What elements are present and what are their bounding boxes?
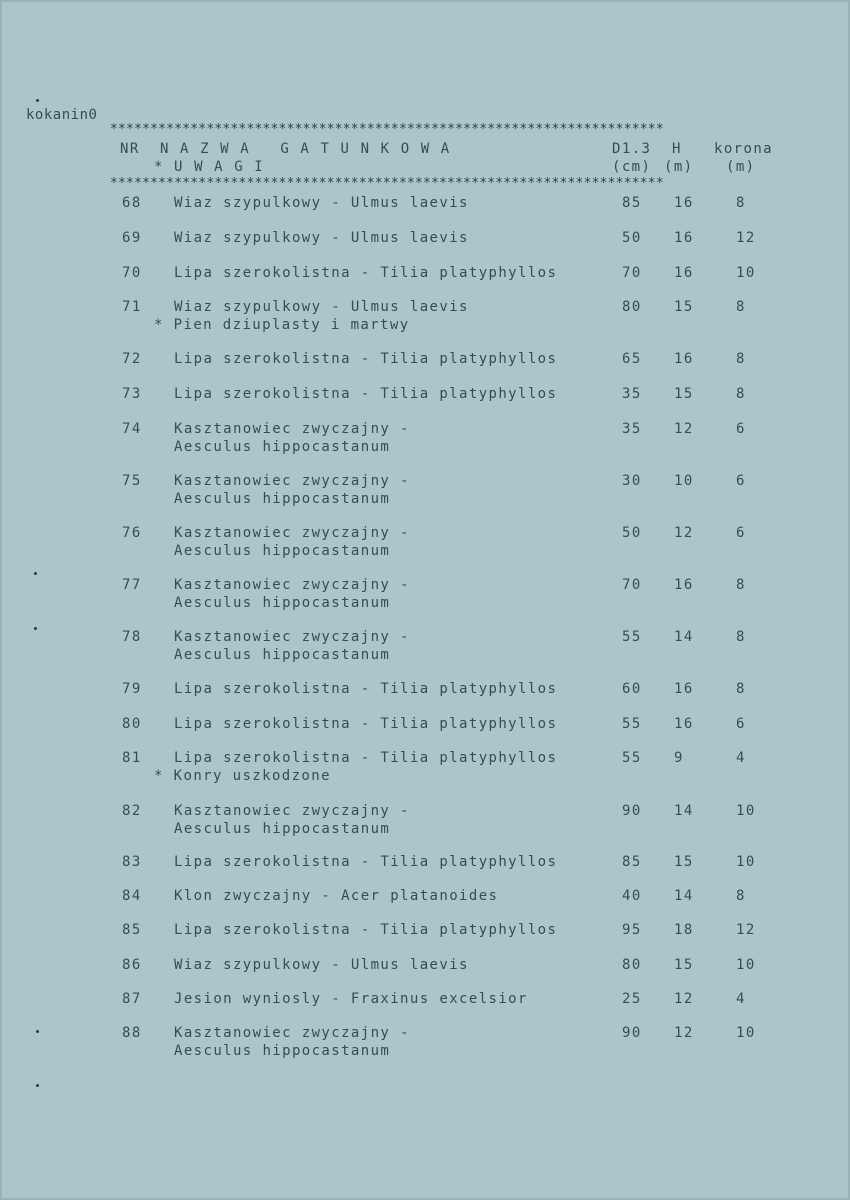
crown-value: 8 bbox=[736, 351, 746, 367]
scan-speck bbox=[34, 627, 37, 630]
height-value: 16 bbox=[674, 265, 694, 281]
dbh-value: 55 bbox=[622, 716, 642, 732]
row-number: 71 bbox=[122, 299, 142, 315]
crown-value: 10 bbox=[736, 1025, 756, 1041]
header-star-divider: ********************************************************************* bbox=[110, 176, 664, 191]
crown-value: 10 bbox=[736, 265, 756, 281]
species-name-line: Kasztanowiec zwyczajny - bbox=[174, 421, 410, 437]
row-number: 81 bbox=[122, 750, 142, 766]
height-value: 15 bbox=[674, 957, 694, 973]
dbh-value: 50 bbox=[622, 525, 642, 541]
dbh-value: 55 bbox=[622, 629, 642, 645]
species-name-line: Kasztanowiec zwyczajny - bbox=[174, 1025, 410, 1041]
dbh-value: 55 bbox=[622, 750, 642, 766]
row-number: 80 bbox=[122, 716, 142, 732]
crown-value: 4 bbox=[736, 991, 746, 1007]
height-value: 15 bbox=[674, 854, 694, 870]
row-number: 75 bbox=[122, 473, 142, 489]
header-nr: NR bbox=[120, 141, 140, 157]
row-number: 73 bbox=[122, 386, 142, 402]
species-name-line: Lipa szerokolistna - Tilia platyphyllos bbox=[174, 716, 558, 732]
species-name-line: Lipa szerokolistna - Tilia platyphyllos bbox=[174, 922, 558, 938]
dbh-value: 90 bbox=[622, 1025, 642, 1041]
height-value: 14 bbox=[674, 803, 694, 819]
species-name-line: Kasztanowiec zwyczajny - bbox=[174, 473, 410, 489]
scan-speck bbox=[36, 1084, 39, 1087]
document-title: kokanin0 bbox=[26, 107, 98, 123]
header-remarks: * U W A G I bbox=[154, 159, 265, 175]
species-name-line: Wiaz szypulkowy - Ulmus laevis bbox=[174, 957, 469, 973]
height-value: 16 bbox=[674, 351, 694, 367]
header-height: H bbox=[672, 141, 682, 157]
species-name-line: Lipa szerokolistna - Tilia platyphyllos bbox=[174, 386, 558, 402]
row-number: 84 bbox=[122, 888, 142, 904]
dbh-value: 85 bbox=[622, 195, 642, 211]
row-number: 70 bbox=[122, 265, 142, 281]
height-value: 16 bbox=[674, 716, 694, 732]
species-name-line: Klon zwyczajny - Acer platanoides bbox=[174, 888, 499, 904]
height-value: 12 bbox=[674, 1025, 694, 1041]
species-name-line: Kasztanowiec zwyczajny - bbox=[174, 577, 410, 593]
top-star-divider: ********************************************************************* bbox=[110, 122, 664, 137]
row-number: 85 bbox=[122, 922, 142, 938]
header-crown: korona bbox=[714, 141, 773, 157]
header-dbh-unit: (cm) bbox=[612, 159, 652, 175]
species-name-line: Lipa szerokolistna - Tilia platyphyllos bbox=[174, 265, 558, 281]
height-value: 12 bbox=[674, 991, 694, 1007]
dbh-value: 50 bbox=[622, 230, 642, 246]
crown-value: 10 bbox=[736, 803, 756, 819]
species-name-line: Kasztanowiec zwyczajny - bbox=[174, 803, 410, 819]
row-number: 86 bbox=[122, 957, 142, 973]
height-value: 18 bbox=[674, 922, 694, 938]
crown-value: 8 bbox=[736, 299, 746, 315]
dbh-value: 35 bbox=[622, 386, 642, 402]
dbh-value: 80 bbox=[622, 957, 642, 973]
height-value: 12 bbox=[674, 421, 694, 437]
row-number: 74 bbox=[122, 421, 142, 437]
species-name-line: Aesculus hippocastanum bbox=[174, 821, 391, 837]
crown-value: 8 bbox=[736, 577, 746, 593]
dbh-value: 70 bbox=[622, 577, 642, 593]
height-value: 15 bbox=[674, 386, 694, 402]
crown-value: 6 bbox=[736, 525, 746, 541]
crown-value: 6 bbox=[736, 716, 746, 732]
row-remark: * Pien dziuplasty i martwy bbox=[154, 317, 410, 333]
crown-value: 8 bbox=[736, 681, 746, 697]
scan-speck bbox=[36, 1030, 39, 1033]
species-name-line: Aesculus hippocastanum bbox=[174, 647, 391, 663]
species-name-line: Aesculus hippocastanum bbox=[174, 543, 391, 559]
row-number: 76 bbox=[122, 525, 142, 541]
dbh-value: 85 bbox=[622, 854, 642, 870]
height-value: 16 bbox=[674, 577, 694, 593]
dbh-value: 95 bbox=[622, 922, 642, 938]
dbh-value: 25 bbox=[622, 991, 642, 1007]
header-height-unit: (m) bbox=[664, 159, 694, 175]
dbh-value: 40 bbox=[622, 888, 642, 904]
height-value: 14 bbox=[674, 629, 694, 645]
dbh-value: 35 bbox=[622, 421, 642, 437]
species-name-line: Wiaz szypulkowy - Ulmus laevis bbox=[174, 195, 469, 211]
crown-value: 8 bbox=[736, 386, 746, 402]
height-value: 16 bbox=[674, 681, 694, 697]
dbh-value: 60 bbox=[622, 681, 642, 697]
crown-value: 12 bbox=[736, 230, 756, 246]
height-value: 15 bbox=[674, 299, 694, 315]
height-value: 9 bbox=[674, 750, 684, 766]
scan-speck bbox=[36, 99, 39, 102]
row-number: 82 bbox=[122, 803, 142, 819]
header-crown-unit: (m) bbox=[726, 159, 756, 175]
row-number: 79 bbox=[122, 681, 142, 697]
species-name-line: Lipa szerokolistna - Tilia platyphyllos bbox=[174, 351, 558, 367]
crown-value: 8 bbox=[736, 629, 746, 645]
row-number: 68 bbox=[122, 195, 142, 211]
species-name-line: Wiaz szypulkowy - Ulmus laevis bbox=[174, 230, 469, 246]
crown-value: 6 bbox=[736, 421, 746, 437]
species-name-line: Aesculus hippocastanum bbox=[174, 1043, 391, 1059]
crown-value: 8 bbox=[736, 888, 746, 904]
crown-value: 10 bbox=[736, 854, 756, 870]
species-name-line: Wiaz szypulkowy - Ulmus laevis bbox=[174, 299, 469, 315]
species-name-line: Aesculus hippocastanum bbox=[174, 491, 391, 507]
height-value: 14 bbox=[674, 888, 694, 904]
species-name-line: Lipa szerokolistna - Tilia platyphyllos bbox=[174, 854, 558, 870]
dbh-value: 30 bbox=[622, 473, 642, 489]
row-number: 87 bbox=[122, 991, 142, 1007]
species-name-line: Kasztanowiec zwyczajny - bbox=[174, 629, 410, 645]
crown-value: 6 bbox=[736, 473, 746, 489]
row-number: 88 bbox=[122, 1025, 142, 1041]
height-value: 10 bbox=[674, 473, 694, 489]
dbh-value: 70 bbox=[622, 265, 642, 281]
row-number: 77 bbox=[122, 577, 142, 593]
row-number: 78 bbox=[122, 629, 142, 645]
dbh-value: 65 bbox=[622, 351, 642, 367]
species-name-line: Jesion wyniosly - Fraxinus excelsior bbox=[174, 991, 528, 1007]
species-name-line: Aesculus hippocastanum bbox=[174, 595, 391, 611]
dbh-value: 90 bbox=[622, 803, 642, 819]
height-value: 16 bbox=[674, 195, 694, 211]
scan-speck bbox=[34, 572, 37, 575]
row-number: 69 bbox=[122, 230, 142, 246]
species-name-line: Lipa szerokolistna - Tilia platyphyllos bbox=[174, 750, 558, 766]
species-name-line: Kasztanowiec zwyczajny - bbox=[174, 525, 410, 541]
height-value: 12 bbox=[674, 525, 694, 541]
species-name-line: Aesculus hippocastanum bbox=[174, 439, 391, 455]
crown-value: 4 bbox=[736, 750, 746, 766]
crown-value: 10 bbox=[736, 957, 756, 973]
crown-value: 8 bbox=[736, 195, 746, 211]
row-number: 72 bbox=[122, 351, 142, 367]
dbh-value: 80 bbox=[622, 299, 642, 315]
row-remark: * Konry uszkodzone bbox=[154, 768, 331, 784]
height-value: 16 bbox=[674, 230, 694, 246]
header-name: N A Z W A G A T U N K O W A bbox=[160, 141, 451, 157]
row-number: 83 bbox=[122, 854, 142, 870]
crown-value: 12 bbox=[736, 922, 756, 938]
species-name-line: Lipa szerokolistna - Tilia platyphyllos bbox=[174, 681, 558, 697]
header-dbh: D1.3 bbox=[612, 141, 652, 157]
